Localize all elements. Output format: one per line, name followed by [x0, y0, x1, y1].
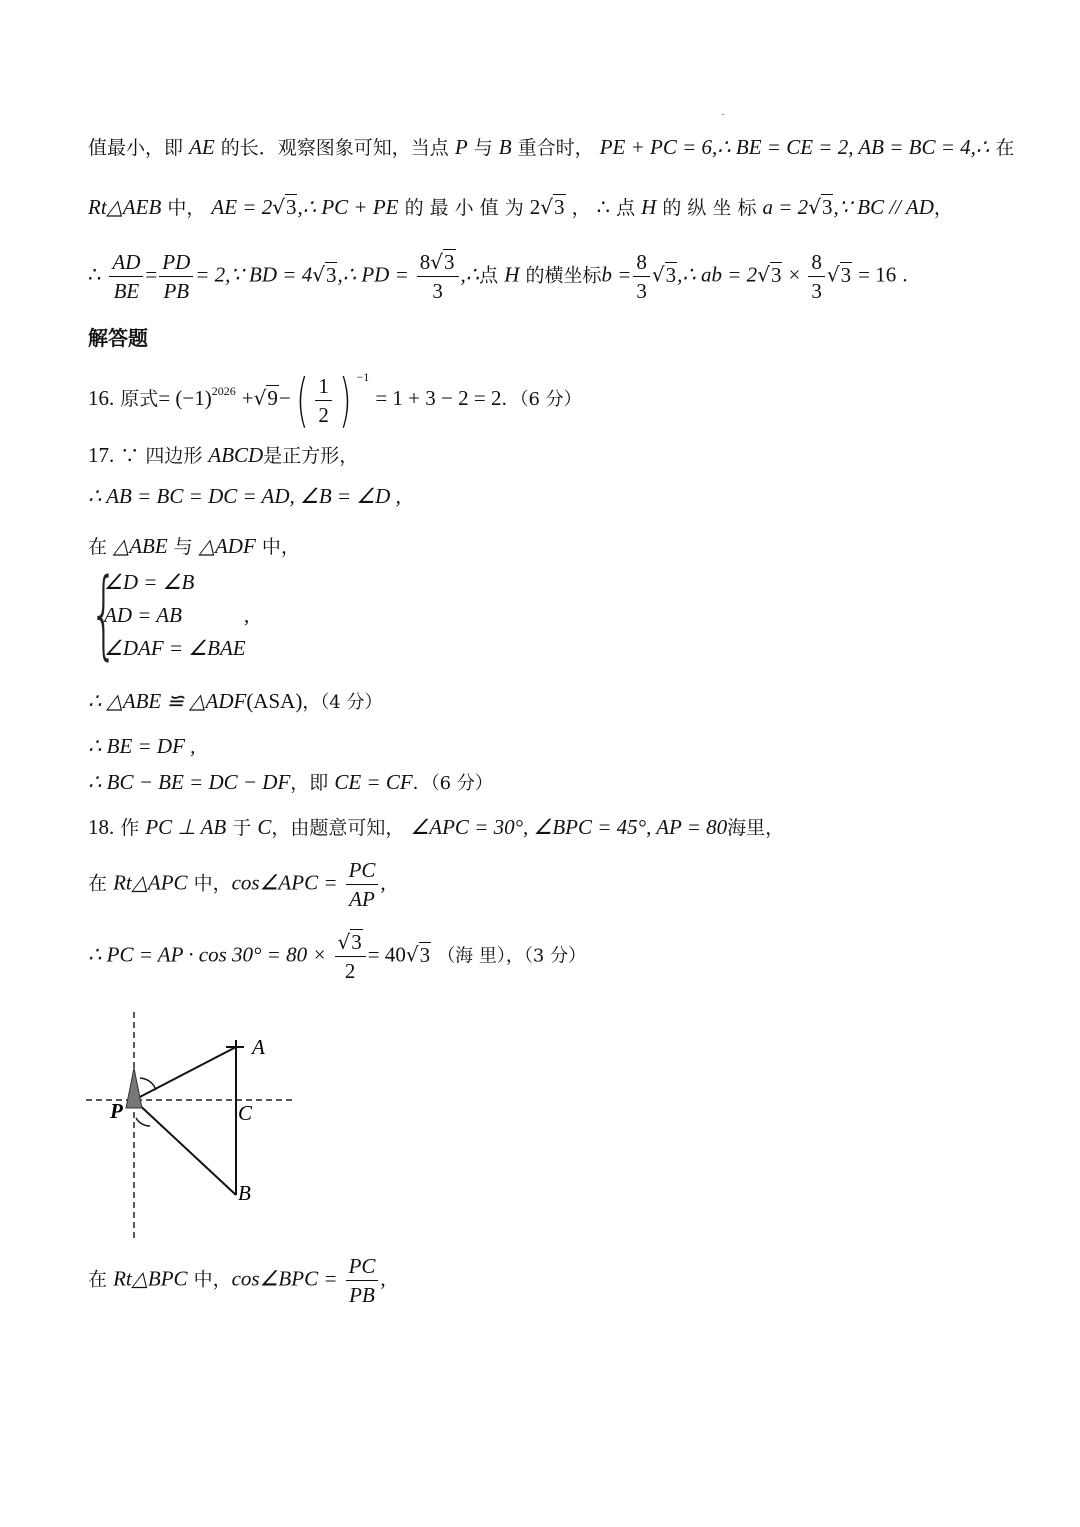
- var: P: [454, 135, 468, 159]
- radicand: 3: [325, 262, 337, 287]
- system-row: AD = AB: [104, 603, 182, 627]
- radicand: 3: [285, 195, 297, 219]
- stray-dot: [722, 114, 724, 115]
- question-number: 16.: [88, 386, 115, 410]
- text: 在: [88, 536, 108, 558]
- label-B: B: [238, 1181, 251, 1205]
- text: 作: [120, 817, 140, 839]
- math: ∴ △ABE ≌ △ADF: [88, 689, 247, 713]
- text: 中，: [193, 872, 232, 895]
- math: Rt△BPC: [113, 1266, 188, 1291]
- math: cos∠APC =: [231, 870, 338, 895]
- text: 在: [995, 137, 1015, 159]
- label-P: P: [110, 1099, 123, 1123]
- text: ．（6 分）: [412, 773, 493, 794]
- fraction: $\frac{√3}{2}$: [335, 928, 366, 985]
- system-comma: ,: [244, 603, 250, 627]
- var: B: [498, 135, 512, 159]
- q17-line-2: [88, 484, 401, 509]
- text: 的长．观察图象可知，当点: [220, 137, 449, 159]
- math: ,∴ PD =: [337, 262, 409, 287]
- fraction: $\frac{1}{2}$: [315, 372, 332, 429]
- exponent: −1: [356, 370, 370, 384]
- math: ∴ PC = AP · cos 30° = 80 ×: [88, 942, 327, 967]
- text: ，即: [290, 772, 329, 794]
- fraction: $\frac{PC}{PB}$: [346, 1252, 379, 1309]
- system-row: ∠D = ∠B: [104, 570, 195, 594]
- text: 点: [616, 197, 636, 219]
- math: = 1 + 3 − 2 = 2: [375, 386, 502, 410]
- angle-arc-APC: [140, 1078, 156, 1090]
- system-brace: {: [90, 558, 118, 670]
- continuation-line-1: [88, 133, 1014, 160]
- math: a = 2: [762, 195, 809, 219]
- text: 值最小，即: [88, 137, 184, 159]
- text: 与: [173, 536, 193, 558]
- sqrt-sign: √: [405, 942, 419, 967]
- radicand: 3: [840, 262, 852, 287]
- segment-PB: [134, 1100, 236, 1195]
- text: ，（4 分）: [302, 692, 383, 713]
- paren-right: ): [338, 366, 352, 434]
- math: ,: [380, 1266, 386, 1291]
- text: 中，: [167, 197, 206, 219]
- angle-arc-BPC: [136, 1118, 150, 1126]
- math: △ABE: [113, 534, 168, 558]
- fraction: $\frac{AD}{BE}$: [109, 248, 143, 305]
- math: ,∴ ab = 2: [677, 262, 758, 287]
- text: ，由题意可知，: [271, 817, 405, 839]
- sqrt-sign: √: [826, 262, 840, 287]
- math: −: [278, 386, 291, 410]
- text: （海 里），（3 分）: [437, 945, 587, 967]
- q16: [88, 366, 582, 434]
- math: .: [902, 262, 908, 287]
- math: 2: [529, 195, 541, 219]
- text: 于: [232, 817, 252, 839]
- math: = (−1): [158, 386, 212, 410]
- segment-PA: [134, 1047, 236, 1100]
- text: 是正方形，: [263, 445, 359, 467]
- text: 的 纵 坐 标: [662, 197, 757, 219]
- var: AE: [189, 135, 215, 159]
- fraction: $\frac{8}{3}$: [808, 248, 825, 305]
- text: 中，: [193, 1268, 232, 1291]
- math: ∴ BC − BE = DC − DF: [88, 770, 291, 794]
- fraction: $\frac{8}{3}$: [633, 248, 650, 305]
- math: AE = 2: [211, 195, 273, 219]
- math: CE = CF: [334, 770, 413, 794]
- continuation-line-2: [88, 193, 953, 220]
- geometry-figure: [86, 1010, 298, 1242]
- text: 点: [479, 264, 499, 287]
- math: ,: [380, 870, 386, 895]
- text: ∵ 四边形: [120, 445, 203, 467]
- section-heading: 解答题: [88, 326, 148, 350]
- text: 中，: [261, 536, 300, 558]
- math: cos∠BPC =: [231, 1266, 338, 1291]
- sqrt-sign: √: [253, 386, 267, 410]
- text: 与: [473, 137, 493, 159]
- text: 海里，: [727, 817, 785, 839]
- math: = 2,∵ BD = 4: [195, 262, 313, 287]
- fraction: $\frac{PC}{AP}$: [346, 856, 379, 913]
- q17-line-5: [88, 734, 195, 759]
- text: 的 最 小 值 为: [404, 197, 524, 219]
- q17-line-1: [88, 441, 358, 468]
- q18-line-1: [88, 813, 784, 840]
- text: 的横坐标: [525, 264, 602, 287]
- math: ,∵ BC // AD: [833, 195, 934, 219]
- text: 在: [88, 1268, 108, 1291]
- text: ．（6 分）: [501, 389, 582, 410]
- exponent: 2026: [211, 384, 236, 398]
- math: b =: [601, 262, 632, 287]
- math: ×: [788, 262, 801, 287]
- q18-line-4: [88, 1252, 386, 1309]
- math: = 40: [367, 942, 406, 967]
- math: ,∴ PC + PE: [297, 195, 399, 219]
- radicand: 3: [419, 942, 431, 967]
- sqrt-sign: √: [272, 195, 285, 219]
- paren-left: (: [295, 366, 309, 434]
- fraction: $\frac{PD}{PB}$: [159, 248, 193, 305]
- label-A: A: [252, 1035, 265, 1059]
- math: ∴: [596, 195, 611, 219]
- var: H: [504, 262, 520, 287]
- math: Rt△APC: [113, 870, 188, 895]
- math: PC ⊥ AB: [145, 815, 227, 839]
- var: H: [641, 195, 657, 219]
- radicand: 3: [665, 262, 677, 287]
- radicand: 3: [554, 195, 565, 219]
- math: +: [241, 386, 254, 410]
- math: PE + PC = 6,∴ BE = CE = 2, AB = BC = 4,∴: [599, 135, 990, 159]
- text: 原式: [120, 388, 159, 410]
- text: ，: [933, 197, 953, 219]
- radicand: 3: [821, 195, 833, 219]
- math: =: [145, 262, 158, 287]
- text: 重合时，: [517, 137, 594, 159]
- q17-line-4: [88, 688, 383, 714]
- math: = 16: [858, 262, 897, 287]
- q17-line-3: [88, 532, 300, 559]
- sqrt-sign: √: [540, 195, 554, 219]
- sqrt-sign: √: [651, 262, 665, 287]
- math: △ADF: [198, 534, 256, 558]
- sqrt-sign: √: [757, 262, 770, 287]
- label-C: C: [238, 1101, 253, 1125]
- question-number: 18.: [88, 815, 115, 839]
- math: ∠APC = 30°, ∠BPC = 45°, AP = 80: [410, 815, 728, 839]
- math: (ASA): [246, 689, 303, 713]
- q18-line-2: [88, 856, 386, 913]
- fraction: $\frac{8√3}{3}$: [417, 248, 459, 305]
- sqrt-sign: √: [312, 262, 325, 287]
- var: C: [257, 815, 272, 839]
- math: ∴ BE = DF ,: [88, 734, 196, 758]
- text: 在: [88, 872, 108, 895]
- q18-line-3: [88, 928, 586, 985]
- question-number: 17.: [88, 443, 115, 467]
- q17-line-6: [88, 768, 493, 795]
- sqrt-sign: √: [808, 195, 821, 219]
- math: Rt△AEB: [88, 195, 162, 219]
- continuation-line-3: [88, 248, 908, 305]
- text: ，: [571, 197, 591, 219]
- math: ∴: [88, 262, 102, 287]
- radicand: 3: [770, 262, 782, 287]
- radicand: 9: [267, 386, 278, 410]
- lighthouse-marker: [126, 1068, 142, 1108]
- var: ABCD: [208, 443, 264, 467]
- math: ∴ AB = BC = DC = AD, ∠B = ∠D ,: [88, 484, 401, 508]
- system-row: ∠DAF = ∠BAE: [104, 636, 246, 660]
- math: ,∴: [460, 262, 480, 287]
